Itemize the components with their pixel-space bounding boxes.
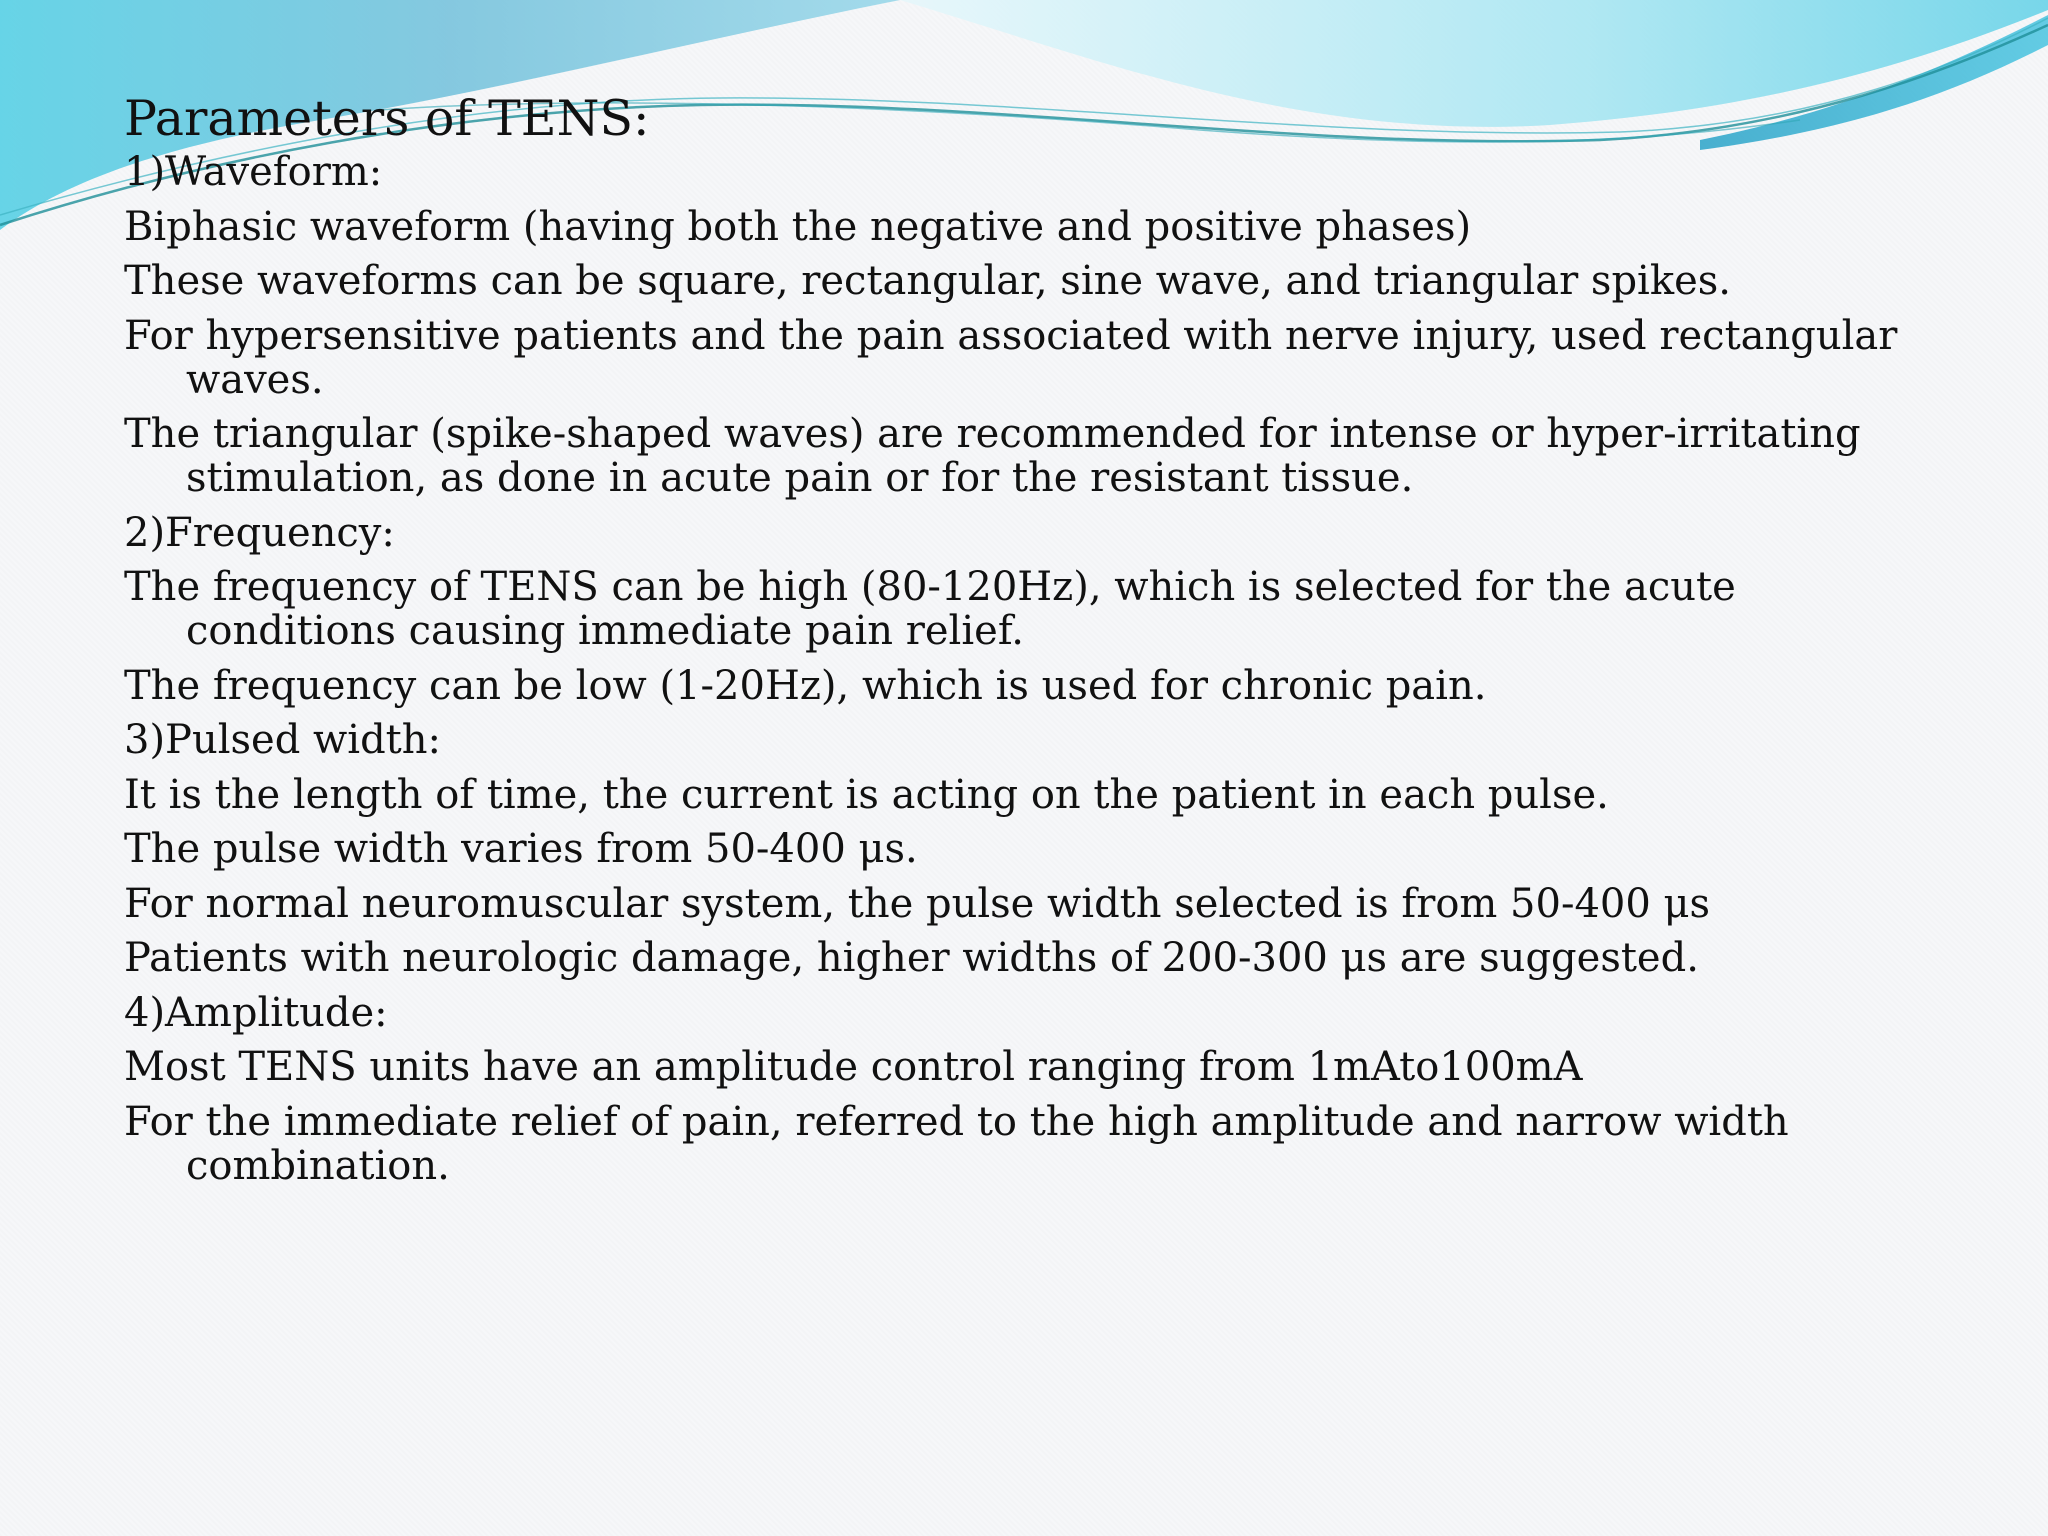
slide-content: [124, 88, 2024, 1198]
section-heading-pulse-width: 3)Pulsed width:: [124, 717, 441, 763]
slide-title: Parameters of TENS:: [124, 90, 650, 147]
body-line: Patients with neurologic damage, higher widths of 200-300 μs are suggested.: [124, 935, 1699, 981]
body-line: These waveforms can be square, rectangular, sine wave, and triangular spikes.: [124, 258, 1731, 304]
body-line: Most TENS units have an amplitude control ranging from 1mAto100mA: [124, 1044, 1583, 1090]
section-heading-amplitude: 4)Amplitude:: [124, 989, 388, 1036]
body-line: The frequency can be low (1-20Hz), which is used for chronic pain.: [124, 662, 1487, 709]
body-line: It is the length of time, the current is acting on the patient in each pulse.: [124, 771, 1609, 818]
body-line-wrapped: The frequency of TENS can be high (80-120Hz), which is selected for the acute conditions causing immediate pain relief.: [124, 564, 1736, 654]
section-heading-frequency: 2)Frequency:: [124, 509, 395, 556]
section-heading-waveform: 1)Waveform:: [124, 149, 383, 195]
body-line-wrapped: The triangular (spike-shaped waves) are recommended for intense or hyper-irritating stimulation, as done in acute pain or for the resistant tissue.: [124, 411, 1861, 501]
body-line: Biphasic waveform (having both the negative and positive phases): [124, 203, 1472, 250]
body-line: For normal neuromuscular system, the pulse width selected is from 50-400 μs: [124, 880, 1711, 927]
body-line: For hypersensitive patients and the pain associated with nerve injury, used rectangular waves.: [124, 312, 1898, 403]
body-line-wrapped: For the immediate relief of pain, referred to the high amplitude and narrow width combination.: [124, 1098, 1789, 1189]
body-line: The pulse width varies from 50-400 μs.: [124, 826, 918, 872]
